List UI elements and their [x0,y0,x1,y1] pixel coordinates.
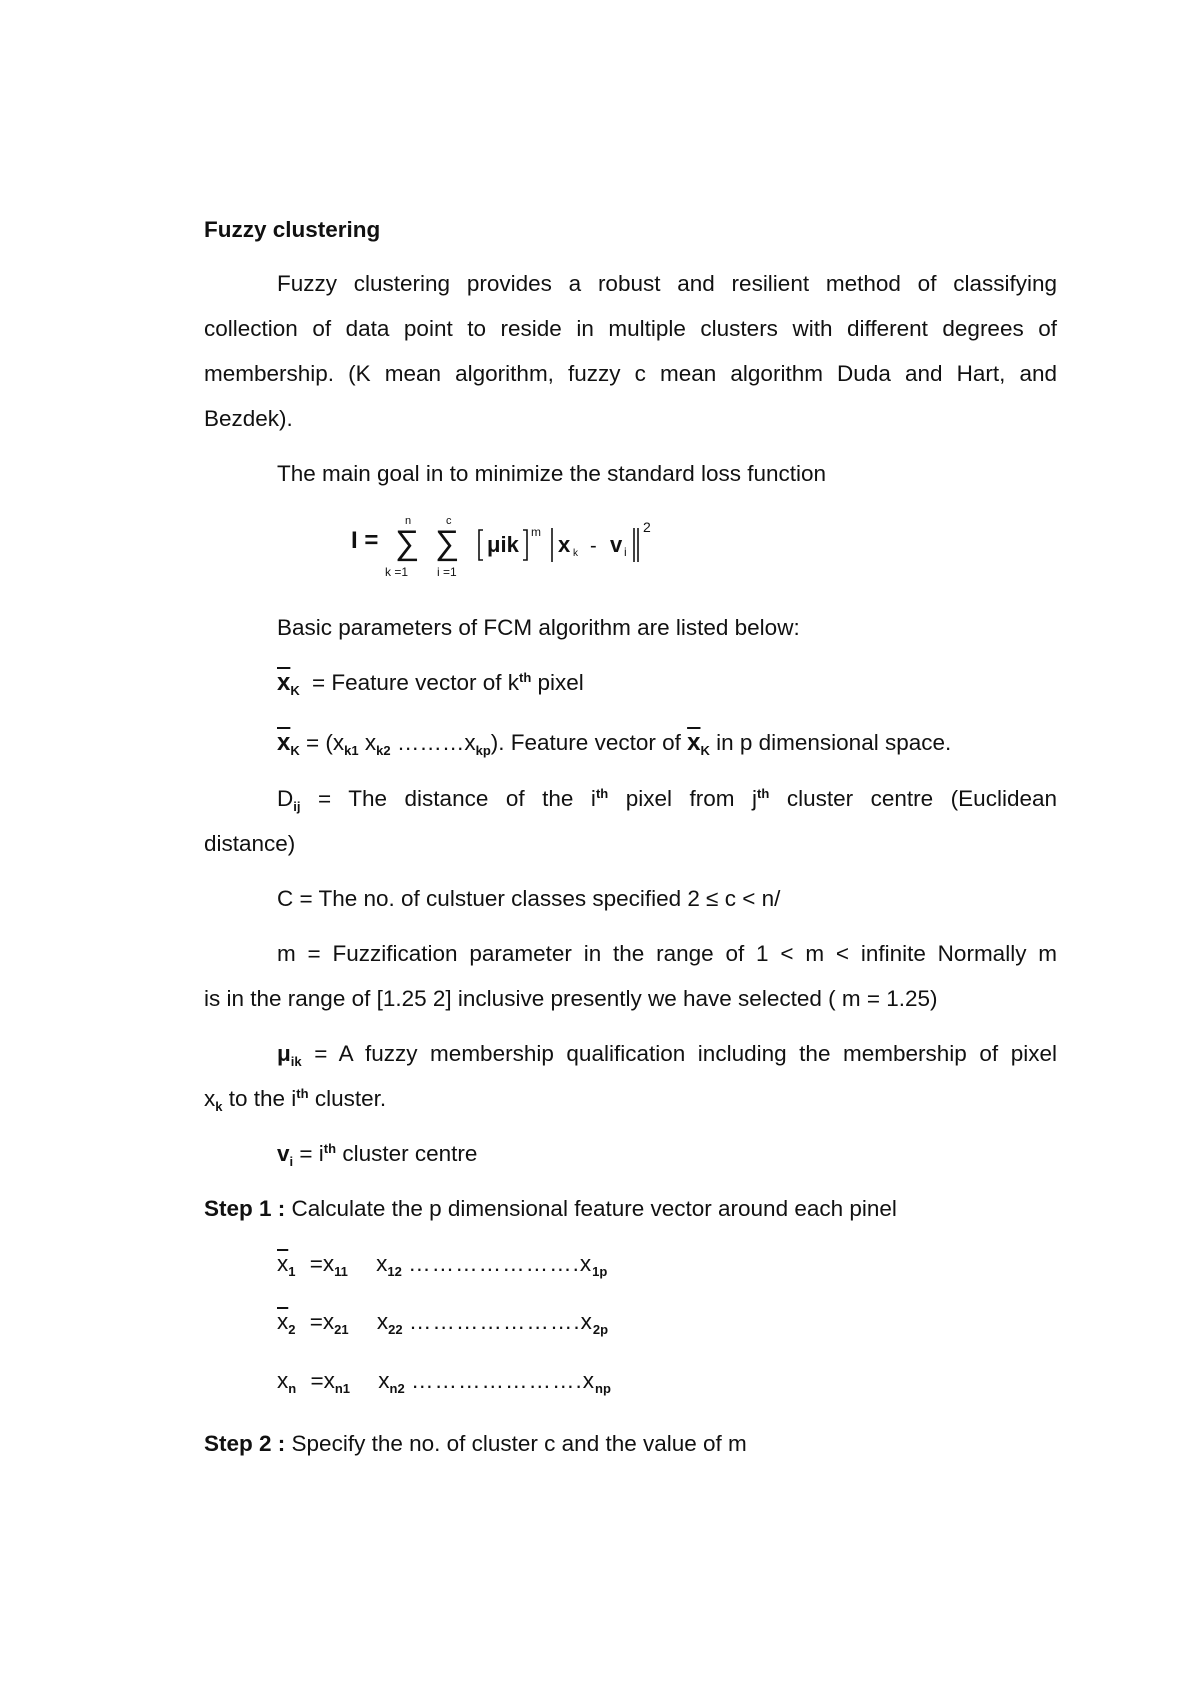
vector-row: $\overline{x}_1 =x_{11}$ $x_{12}$ $\dots\dots\dots\dots\dots\dots\dots.x_{1p}$ [277,1251,608,1279]
mu-ik: μik [487,532,519,557]
svg-text:-: - [590,535,597,557]
sum2-upper: c [446,515,452,527]
exponent-2: 2 [643,519,651,535]
loss-function-equation [345,512,675,592]
param-distance-cont: distance) [204,831,296,856]
param-m-cont: is in the range of [1.25 2] inclusive presently we have selected ( m = 1.25) [204,986,938,1011]
sum-symbol: ∑ [395,524,420,562]
step-2: Step 2 : Specify the no. of cluster c and the value of m [204,1431,747,1456]
param-c: C = The no. of culstuer classes specified 2 ≤ c < n/ [277,886,781,911]
svg-text:k: k [573,548,578,559]
paragraph-line: collection of data point to reside in multiple clusters with different degrees of [204,316,1057,341]
params-intro: Basic parameters of FCM algorithm are listed below: [277,615,800,640]
paragraph-line: Bezdek). [204,406,293,431]
sum-symbol: ∑ [435,524,460,562]
right-bracket [523,530,527,560]
sum1-upper: n [405,515,412,527]
param-v: $v_i = i^{th}$ cluster centre [277,1141,478,1169]
param-mu: $\mu_{ik} = A$ fuzzy membership qualification including the membership of pixel [277,1041,1057,1069]
sum1-lower: k =1 [385,565,409,579]
vector-row: $x_n =x_{n1}$ $x_{n2}$ $\dots\dots\dots\dots\dots\dots\dots.x_{np}$ [277,1368,611,1396]
section-heading: Fuzzy clustering [204,217,381,242]
param-distance: $D_{ij}$ = The distance of the $i^{th}$ pixel from $j^{th}$ cluster centre (Euclidean [277,786,1057,814]
param-mu-cont: $x_k$ to the $i^{th}$ cluster. [204,1086,387,1114]
vector-row: $\overline{x}_2 =x_{21}$ $x_{22}$ $\dots\dots\dots\dots\dots\dots\dots.x_{2p}$ [277,1309,609,1337]
v-i: v [610,532,623,557]
svg-text:i: i [624,545,627,559]
param-m: m = Fuzzification parameter in the range of 1 < m < infinite Normally m [277,941,1057,966]
left-bracket [479,530,483,560]
x-k: x [558,532,571,557]
equation-lhs: I = [351,527,379,554]
paragraph-line: Fuzzy clustering provides a robust and resilient method of classifying [277,271,1057,296]
param-feature-vector-components: $\overline{x}_K = (x_{k1}$ $x_{k2}$ $\dots\dots\dots x_{kp}$). Feature vector of $\overline{x}_K$ in p dimensional space. [277,729,952,758]
step-1: Step 1 : Calculate the p dimensional feature vector around each pinel [204,1196,897,1221]
paragraph-line: membership. (K mean algorithm, fuzzy c mean algorithm Duda and Hart, and [204,361,1057,386]
param-feature-vector: $\overline{x}_K$ = Feature vector of $k^{th}$ pixel [277,669,584,698]
exponent-m: m [531,525,541,539]
goal-text: The main goal in to minimize the standard loss function [277,461,827,486]
sum2-lower: i =1 [437,565,457,579]
